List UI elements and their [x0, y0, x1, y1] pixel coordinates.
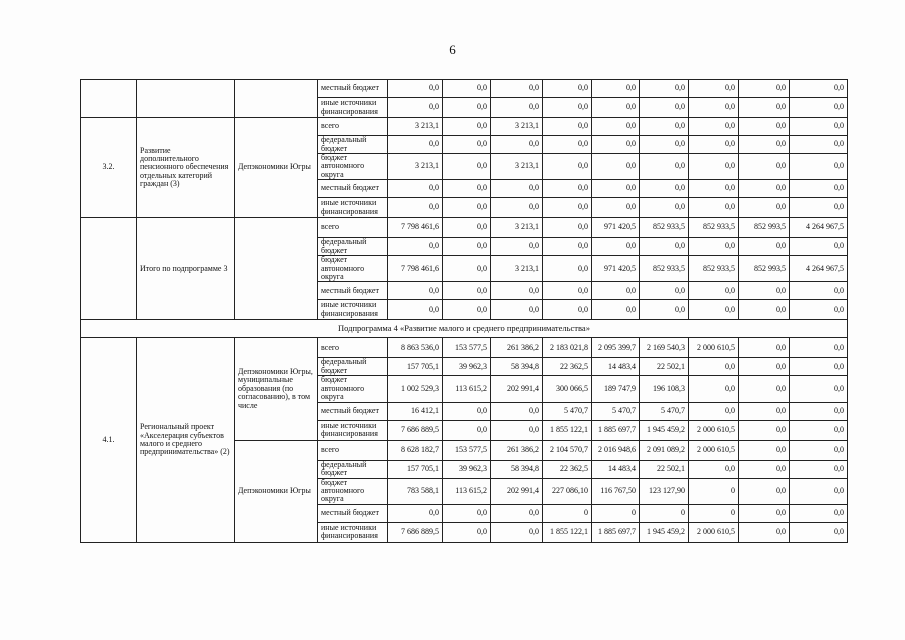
funding-source: всего — [318, 338, 388, 358]
amount-cell: 0,0 — [443, 522, 491, 542]
amount-cell: 7 686 889,5 — [388, 420, 443, 440]
amount-cell: 2 095 399,7 — [592, 338, 640, 358]
amount-cell: 852 993,5 — [739, 218, 790, 238]
amount-cell: 0,0 — [739, 198, 790, 218]
amount-cell: 0,0 — [543, 198, 592, 218]
amount-cell: 196 108,3 — [640, 376, 689, 402]
funding-source: иные источники финансирования — [318, 522, 388, 542]
amount-cell: 0 — [592, 504, 640, 522]
amount-cell: 0,0 — [592, 154, 640, 180]
amount-cell: 0,0 — [739, 478, 790, 504]
amount-cell: 3 213,1 — [491, 154, 543, 180]
amount-cell: 0,0 — [790, 338, 848, 358]
amount-cell: 0,0 — [543, 136, 592, 154]
amount-cell: 153 577,5 — [443, 440, 491, 460]
amount-cell: 0,0 — [739, 338, 790, 358]
amount-cell: 852 933,5 — [689, 218, 739, 238]
amount-cell: 202 991,4 — [491, 478, 543, 504]
amount-cell: 0,0 — [592, 300, 640, 320]
amount-cell: 0,0 — [443, 154, 491, 180]
item-name: Региональный проект «Акселерация субъектов малого и среднего предпринимательства» (2) — [137, 338, 235, 542]
amount-cell: 0,0 — [388, 504, 443, 522]
amount-cell: 0,0 — [790, 478, 848, 504]
amount-cell: 0,0 — [543, 238, 592, 256]
amount-cell: 971 420,5 — [592, 218, 640, 238]
amount-cell: 0,0 — [689, 136, 739, 154]
amount-cell: 113 615,2 — [443, 478, 491, 504]
table-body — [81, 80, 848, 543]
amount-cell: 1 885 697,7 — [592, 522, 640, 542]
amount-cell: 0,0 — [640, 300, 689, 320]
amount-cell: 0,0 — [543, 282, 592, 300]
amount-cell: 0,0 — [543, 80, 592, 98]
funding-source: иные источники финансирования — [318, 98, 388, 118]
amount-cell: 22 362,5 — [543, 358, 592, 376]
item-name — [137, 80, 235, 118]
amount-cell: 0,0 — [640, 238, 689, 256]
amount-cell: 0,0 — [640, 118, 689, 136]
amount-cell: 0,0 — [543, 218, 592, 238]
amount-cell: 0,0 — [689, 198, 739, 218]
amount-cell: 0,0 — [388, 300, 443, 320]
amount-cell: 0,0 — [443, 198, 491, 218]
amount-cell: 0,0 — [640, 282, 689, 300]
amount-cell: 852 933,5 — [640, 218, 689, 238]
amount-cell: 0,0 — [739, 300, 790, 320]
amount-cell: 0,0 — [739, 98, 790, 118]
amount-cell: 0,0 — [491, 238, 543, 256]
amount-cell: 2 000 610,5 — [689, 522, 739, 542]
amount-cell: 0,0 — [543, 300, 592, 320]
responsible-executor: Депэкономики Югры — [235, 118, 318, 218]
amount-cell: 0,0 — [443, 282, 491, 300]
amount-cell: 0,0 — [592, 282, 640, 300]
responsible-executor — [235, 218, 318, 320]
amount-cell: 0,0 — [592, 198, 640, 218]
amount-cell: 0,0 — [790, 198, 848, 218]
table-row — [81, 80, 848, 98]
amount-cell: 0,0 — [689, 118, 739, 136]
amount-cell: 300 066,5 — [543, 376, 592, 402]
amount-cell: 0,0 — [790, 420, 848, 440]
amount-cell: 0,0 — [739, 118, 790, 136]
amount-cell: 0,0 — [388, 238, 443, 256]
amount-cell: 0,0 — [739, 180, 790, 198]
amount-cell: 0,0 — [388, 180, 443, 198]
amount-cell: 8 628 182,7 — [388, 440, 443, 460]
amount-cell: 0,0 — [790, 358, 848, 376]
amount-cell: 0,0 — [443, 402, 491, 420]
amount-cell: 1 945 459,2 — [640, 420, 689, 440]
amount-cell: 0,0 — [790, 440, 848, 460]
amount-cell: 0,0 — [790, 504, 848, 522]
table-row — [81, 338, 848, 358]
amount-cell: 0,0 — [388, 282, 443, 300]
amount-cell: 0,0 — [443, 300, 491, 320]
amount-cell: 58 394,8 — [491, 460, 543, 478]
amount-cell: 4 264 967,5 — [790, 256, 848, 282]
amount-cell: 0,0 — [689, 376, 739, 402]
amount-cell: 39 962,3 — [443, 460, 491, 478]
amount-cell: 0 — [543, 504, 592, 522]
amount-cell: 0,0 — [640, 98, 689, 118]
table-row — [81, 118, 848, 136]
amount-cell: 0,0 — [739, 376, 790, 402]
amount-cell: 2 104 570,7 — [543, 440, 592, 460]
amount-cell: 0,0 — [443, 180, 491, 198]
amount-cell: 0,0 — [689, 98, 739, 118]
amount-cell: 0,0 — [443, 98, 491, 118]
amount-cell: 0,0 — [491, 402, 543, 420]
amount-cell: 0,0 — [543, 154, 592, 180]
amount-cell: 1 002 529,3 — [388, 376, 443, 402]
amount-cell: 852 993,5 — [739, 256, 790, 282]
amount-cell: 123 127,90 — [640, 478, 689, 504]
responsible-executor: Депэкономики Югры, муниципальные образования (по согласованию), в том числе — [235, 338, 318, 440]
amount-cell: 0 — [689, 478, 739, 504]
amount-cell: 0,0 — [640, 198, 689, 218]
amount-cell: 0 — [689, 504, 739, 522]
amount-cell: 116 767,50 — [592, 478, 640, 504]
amount-cell: 0,0 — [739, 522, 790, 542]
amount-cell: 3 213,1 — [491, 118, 543, 136]
funding-source: бюджет автономного округа — [318, 376, 388, 402]
amount-cell: 7 686 889,5 — [388, 522, 443, 542]
item-name: Итого по подпрограмме 3 — [137, 218, 235, 320]
amount-cell: 3 213,1 — [388, 118, 443, 136]
amount-cell: 0,0 — [739, 420, 790, 440]
amount-cell: 0,0 — [640, 154, 689, 180]
amount-cell: 227 086,10 — [543, 478, 592, 504]
amount-cell: 0,0 — [739, 154, 790, 180]
amount-cell: 0,0 — [739, 136, 790, 154]
amount-cell: 0,0 — [689, 180, 739, 198]
funding-source: местный бюджет — [318, 402, 388, 420]
amount-cell: 0,0 — [640, 136, 689, 154]
funding-source: местный бюджет — [318, 504, 388, 522]
amount-cell: 0,0 — [443, 118, 491, 136]
amount-cell: 2 016 948,6 — [592, 440, 640, 460]
amount-cell: 0,0 — [790, 460, 848, 478]
amount-cell: 0,0 — [790, 80, 848, 98]
funding-source: бюджет автономного округа — [318, 154, 388, 180]
amount-cell: 3 213,1 — [388, 154, 443, 180]
amount-cell: 0,0 — [543, 98, 592, 118]
amount-cell: 261 386,2 — [491, 440, 543, 460]
amount-cell: 0,0 — [592, 180, 640, 198]
amount-cell: 0,0 — [689, 402, 739, 420]
amount-cell: 2 000 610,5 — [689, 440, 739, 460]
subprogram-title: Подпрограмма 4 «Развитие малого и среднего предпринимательства» — [81, 320, 848, 338]
amount-cell: 0,0 — [640, 180, 689, 198]
amount-cell: 0,0 — [689, 300, 739, 320]
amount-cell: 0,0 — [443, 218, 491, 238]
amount-cell: 0,0 — [790, 180, 848, 198]
amount-cell: 1 885 697,7 — [592, 420, 640, 440]
amount-cell: 1 945 459,2 — [640, 522, 689, 542]
amount-cell: 852 933,5 — [689, 256, 739, 282]
amount-cell: 0,0 — [790, 522, 848, 542]
amount-cell: 0,0 — [790, 402, 848, 420]
amount-cell: 0,0 — [443, 136, 491, 154]
responsible-executor — [235, 80, 318, 118]
amount-cell: 2 183 021,8 — [543, 338, 592, 358]
amount-cell: 0,0 — [790, 300, 848, 320]
amount-cell: 1 855 122,1 — [543, 420, 592, 440]
amount-cell: 3 213,1 — [491, 256, 543, 282]
amount-cell: 0,0 — [491, 80, 543, 98]
amount-cell: 0,0 — [388, 198, 443, 218]
amount-cell: 8 863 536,0 — [388, 338, 443, 358]
amount-cell: 0,0 — [543, 256, 592, 282]
funding-source: иные источники финансирования — [318, 420, 388, 440]
funding-source: всего — [318, 118, 388, 136]
amount-cell: 202 991,4 — [491, 376, 543, 402]
amount-cell: 5 470,7 — [543, 402, 592, 420]
amount-cell: 113 615,2 — [443, 376, 491, 402]
amount-cell: 3 213,1 — [491, 218, 543, 238]
amount-cell: 0,0 — [689, 460, 739, 478]
row-number — [81, 80, 137, 118]
amount-cell: 14 483,4 — [592, 460, 640, 478]
amount-cell: 0,0 — [739, 80, 790, 98]
funding-source: федеральный бюджет — [318, 238, 388, 256]
funding-source: иные источники финансирования — [318, 300, 388, 320]
amount-cell: 0 — [640, 504, 689, 522]
amount-cell: 0,0 — [592, 98, 640, 118]
amount-cell: 0,0 — [592, 238, 640, 256]
amount-cell: 157 705,1 — [388, 460, 443, 478]
page-number: 6 — [449, 42, 456, 57]
amount-cell: 0,0 — [592, 80, 640, 98]
budget-table — [80, 79, 848, 543]
amount-cell: 0,0 — [491, 504, 543, 522]
amount-cell: 22 502,1 — [640, 460, 689, 478]
amount-cell: 0,0 — [739, 402, 790, 420]
amount-cell: 0,0 — [388, 98, 443, 118]
amount-cell: 58 394,8 — [491, 358, 543, 376]
funding-source: всего — [318, 440, 388, 460]
amount-cell: 0,0 — [689, 154, 739, 180]
amount-cell: 0,0 — [790, 136, 848, 154]
amount-cell: 0,0 — [543, 118, 592, 136]
amount-cell: 0,0 — [443, 256, 491, 282]
amount-cell: 0,0 — [491, 420, 543, 440]
amount-cell: 0,0 — [491, 282, 543, 300]
funding-source: всего — [318, 218, 388, 238]
amount-cell: 22 502,1 — [640, 358, 689, 376]
amount-cell: 7 798 461,6 — [388, 218, 443, 238]
amount-cell: 0,0 — [491, 198, 543, 218]
amount-cell: 783 588,1 — [388, 478, 443, 504]
amount-cell: 852 933,5 — [640, 256, 689, 282]
responsible-executor: Депэкономики Югры — [235, 440, 318, 542]
amount-cell: 0,0 — [689, 80, 739, 98]
amount-cell: 0,0 — [689, 358, 739, 376]
amount-cell: 153 577,5 — [443, 338, 491, 358]
amount-cell: 0,0 — [388, 136, 443, 154]
amount-cell: 0,0 — [739, 358, 790, 376]
amount-cell: 0,0 — [543, 180, 592, 198]
funding-source: местный бюджет — [318, 80, 388, 98]
table-row — [81, 218, 848, 238]
amount-cell: 39 962,3 — [443, 358, 491, 376]
amount-cell: 2 000 610,5 — [689, 338, 739, 358]
funding-source: местный бюджет — [318, 180, 388, 198]
funding-source: федеральный бюджет — [318, 460, 388, 478]
amount-cell: 0,0 — [388, 80, 443, 98]
amount-cell: 16 412,1 — [388, 402, 443, 420]
amount-cell: 0,0 — [689, 282, 739, 300]
funding-source: местный бюджет — [318, 282, 388, 300]
amount-cell: 0,0 — [790, 154, 848, 180]
amount-cell: 971 420,5 — [592, 256, 640, 282]
row-number — [81, 218, 137, 320]
amount-cell: 14 483,4 — [592, 358, 640, 376]
amount-cell: 261 386,2 — [491, 338, 543, 358]
amount-cell: 5 470,7 — [592, 402, 640, 420]
amount-cell: 0,0 — [790, 282, 848, 300]
row-number: 3.2. — [81, 118, 137, 218]
funding-source: федеральный бюджет — [318, 358, 388, 376]
amount-cell: 0,0 — [739, 504, 790, 522]
amount-cell: 0,0 — [592, 136, 640, 154]
amount-cell: 22 362,5 — [543, 460, 592, 478]
funding-source: федеральный бюджет — [318, 136, 388, 154]
amount-cell: 0,0 — [491, 180, 543, 198]
amount-cell: 1 855 122,1 — [543, 522, 592, 542]
amount-cell: 0,0 — [640, 80, 689, 98]
amount-cell: 0,0 — [790, 98, 848, 118]
subprogram-header-row — [81, 320, 848, 338]
amount-cell: 0,0 — [443, 420, 491, 440]
amount-cell: 0,0 — [739, 440, 790, 460]
amount-cell: 0,0 — [790, 376, 848, 402]
amount-cell: 0,0 — [739, 238, 790, 256]
row-number: 4.1. — [81, 338, 137, 542]
amount-cell: 0,0 — [443, 504, 491, 522]
amount-cell: 0,0 — [739, 282, 790, 300]
amount-cell: 0,0 — [689, 238, 739, 256]
amount-cell: 0,0 — [491, 136, 543, 154]
amount-cell: 0,0 — [491, 98, 543, 118]
amount-cell: 0,0 — [443, 238, 491, 256]
funding-source: иные источники финансирования — [318, 198, 388, 218]
amount-cell: 189 747,9 — [592, 376, 640, 402]
item-name: Развитие дополнительного пенсионного обеспечения отдельных категорий граждан (3) — [137, 118, 235, 218]
funding-source: бюджет автономного округа — [318, 256, 388, 282]
amount-cell: 0,0 — [592, 118, 640, 136]
amount-cell: 2 169 540,3 — [640, 338, 689, 358]
amount-cell: 0,0 — [443, 80, 491, 98]
amount-cell: 157 705,1 — [388, 358, 443, 376]
amount-cell: 2 091 089,2 — [640, 440, 689, 460]
amount-cell: 0,0 — [790, 238, 848, 256]
amount-cell: 0,0 — [491, 300, 543, 320]
amount-cell: 7 798 461,6 — [388, 256, 443, 282]
amount-cell: 5 470,7 — [640, 402, 689, 420]
funding-source: бюджет автономного округа — [318, 478, 388, 504]
amount-cell: 0,0 — [491, 522, 543, 542]
amount-cell: 0,0 — [739, 460, 790, 478]
amount-cell: 0,0 — [790, 118, 848, 136]
amount-cell: 2 000 610,5 — [689, 420, 739, 440]
amount-cell: 4 264 967,5 — [790, 218, 848, 238]
